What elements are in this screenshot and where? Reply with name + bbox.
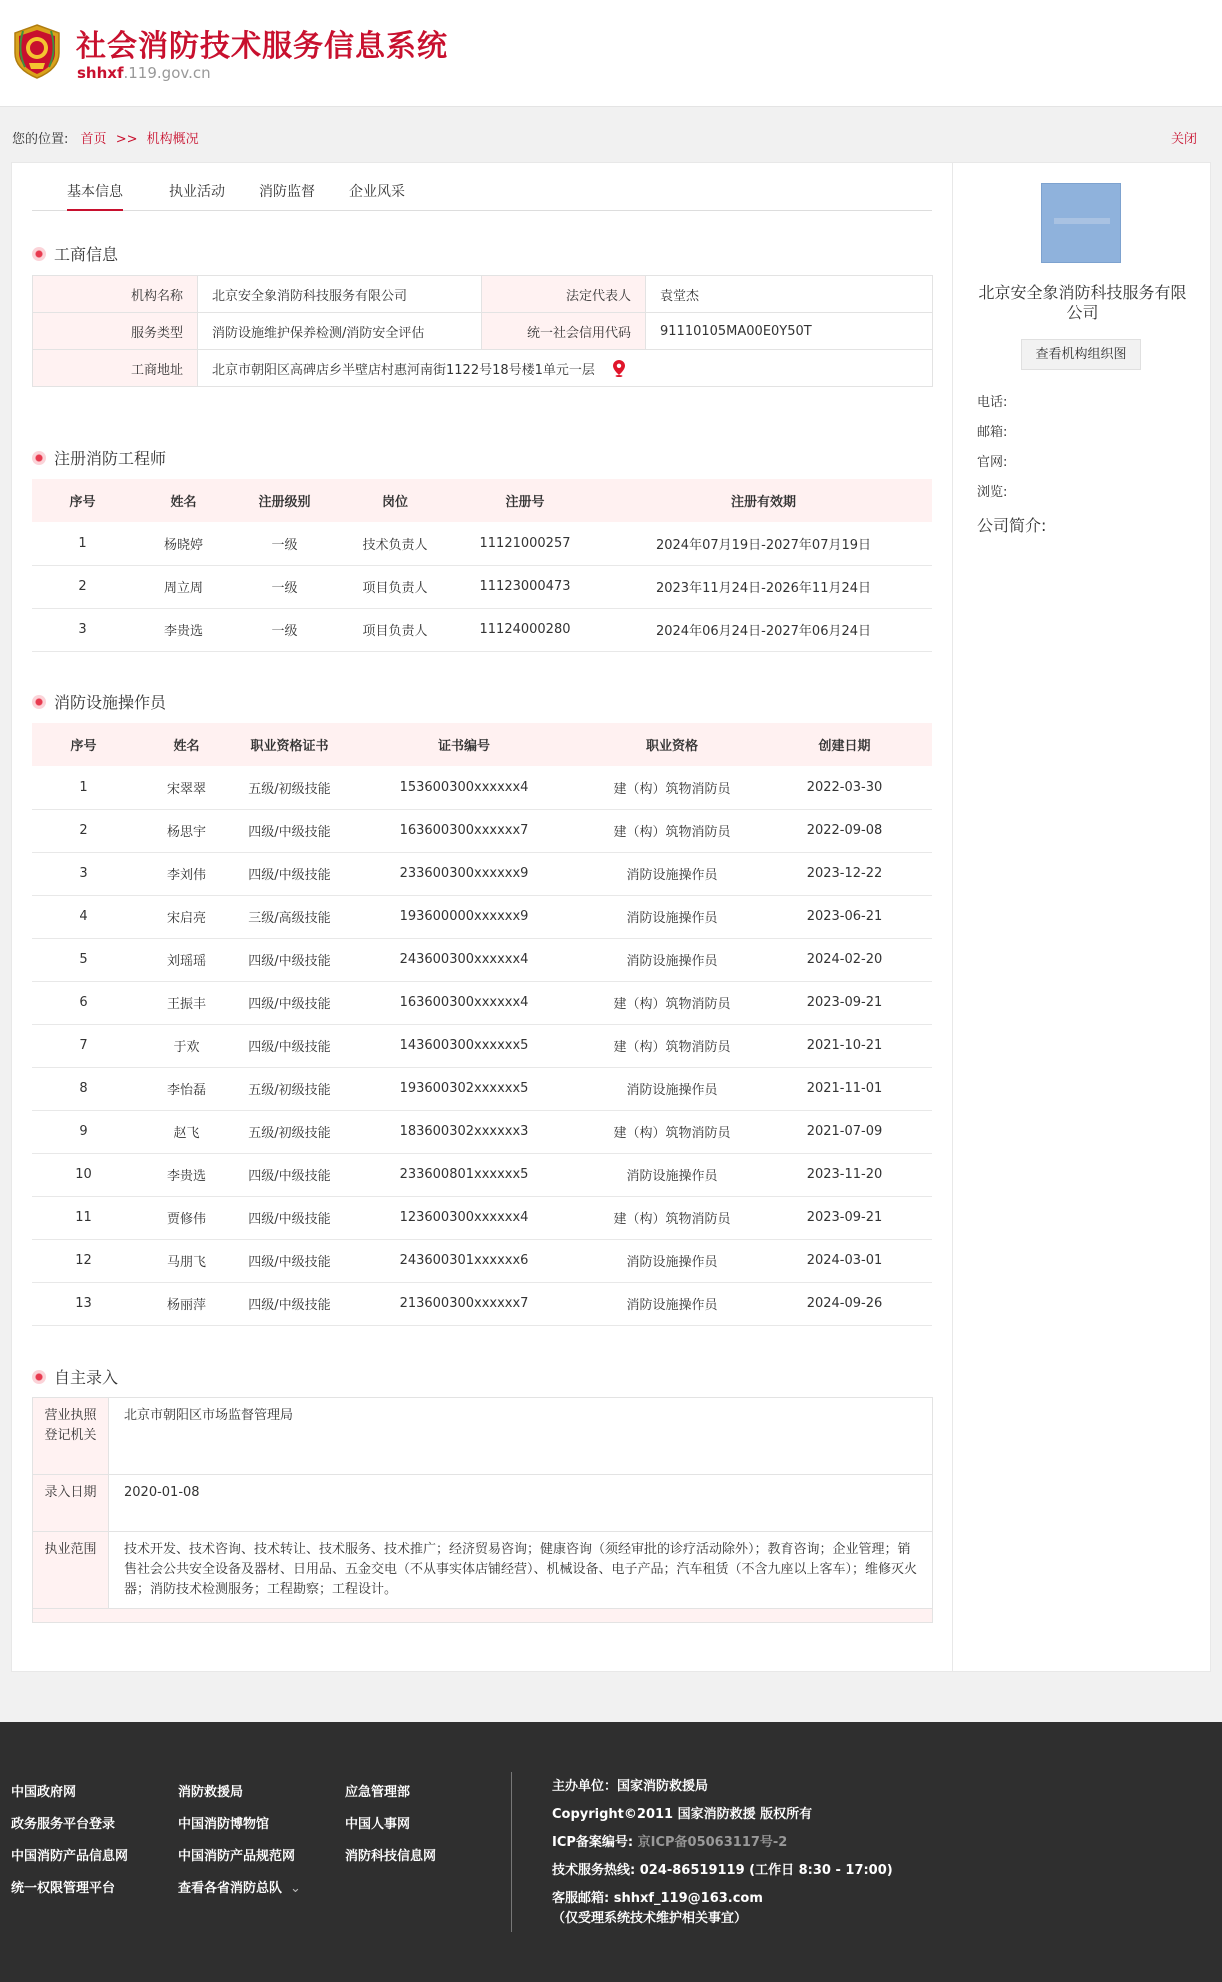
credit-code-label: 统一社会信用代码 [482,313,646,350]
engineers-header-row [32,479,932,522]
scope-value: 技术开发、技术咨询、技术转让、技术服务、技术推广；经济贸易咨询；健康咨询（须经审批的诊疗活动除外）；教育咨询；企业管理；销售社会公共安全设备及器材、日用品、五金交电（不从事实体店铺经营）、机械设备、电子产品；汽车租赁（不含九座以上客车）；维修灭火器；消防技术检测服务；工程勘察；工程设计。 [109,1532,933,1609]
icp-value-link[interactable]: 京ICP备05063117号-2 [637,1835,788,1850]
domain-suffix: .119.gov.cn [123,64,211,82]
address-cell [198,350,933,387]
footer-link-fire-museum[interactable]: 中国消防博物馆 [178,1817,270,1832]
table-cell: 李贵选 [133,608,234,651]
main-panel [11,162,1211,1672]
org-logo-image [1041,183,1121,263]
table-cell: 2 [32,809,135,852]
table-cell: 周立周 [133,565,234,608]
breadcrumb-current[interactable]: 机构概况 [146,132,199,147]
footer-link-gov[interactable]: 中国政府网 [11,1785,77,1800]
table-cell: 宋翠翠 [135,766,238,809]
table-cell: 2021-11-01 [757,1067,932,1110]
table-cell: 1 [32,766,135,809]
footer-link-permission[interactable]: 统一权限管理平台 [11,1881,116,1896]
domain-prefix: shhxf [77,64,124,82]
table-cell: 2022-09-08 [757,809,932,852]
table-row [33,1532,933,1609]
footer-email-note: （仅受理系统技术维护相关事宜） [552,1911,748,1926]
table-cell: 2023-09-21 [757,981,932,1024]
table-cell: 贾修伟 [135,1196,238,1239]
table-cell: 213600300xxxxxx7 [341,1282,587,1325]
table-row [33,1398,933,1475]
bullet-icon [32,1370,46,1384]
table-cell: 四级/中级技能 [238,852,341,895]
table-cell: 9 [32,1110,135,1153]
table-cell: 7 [32,1024,135,1067]
breadcrumb-home-link[interactable]: 首页 [80,132,107,147]
table-cell: 193600000xxxxxx9 [341,895,587,938]
site-domain [77,64,211,82]
bullet-icon [32,247,46,261]
website-label: 官网: [977,455,1008,470]
table-cell: 四级/中级技能 [238,809,341,852]
table-cell: 2023年11月24日-2026年11月24日 [595,565,932,608]
table-cell: 李怡磊 [135,1067,238,1110]
tab-company-style[interactable]: 企业风采 [349,184,405,200]
table-cell: 消防设施操作员 [587,1239,757,1282]
table-cell: 243600301xxxxxx6 [341,1239,587,1282]
footer-link-product-info[interactable]: 中国消防产品信息网 [11,1849,129,1864]
table-cell: 杨晓婷 [133,522,234,565]
table-cell: 消防设施操作员 [587,895,757,938]
table-cell: 143600300xxxxxx5 [341,1024,587,1067]
table-cell: 163600300xxxxxx4 [341,981,587,1024]
table-cell: 消防设施操作员 [587,1067,757,1110]
table-cell: 233600300xxxxxx9 [341,852,587,895]
table-row [32,1153,932,1196]
bullet-icon [32,451,46,465]
table-row [33,313,933,350]
table-cell: 243600300xxxxxx4 [341,938,587,981]
entry-date-label: 录入日期 [33,1475,109,1532]
bullet-icon [32,695,46,709]
table-cell: 10 [32,1153,135,1196]
table-cell: 153600300xxxxxx4 [341,766,587,809]
site-title: 社会消防技术服务信息系统 [76,29,448,64]
icp-label: ICP备案编号: [552,1835,634,1850]
provinces-label: 查看各省消防总队 [178,1881,283,1896]
table-cell: 2024-09-26 [757,1282,932,1325]
table-cell: 11123000473 [455,565,595,608]
column-header: 注册号 [455,479,595,522]
table-cell: 五级/初级技能 [238,1067,341,1110]
address-value: 北京市朝阳区高碑店乡半壁店村惠河南街1122号18号楼1单元一层 [212,362,595,378]
column-header: 注册有效期 [595,479,932,522]
table-row [32,1282,932,1325]
column-header: 证书编号 [341,723,587,766]
table-row [32,852,932,895]
site-header [0,0,1222,107]
table-cell: 11 [32,1196,135,1239]
footer-link-tech-info[interactable]: 消防科技信息网 [345,1849,437,1864]
table-cell: 5 [32,938,135,981]
site-footer [0,1722,1222,1982]
table-cell: 四级/中级技能 [238,938,341,981]
table-cell: 李刘伟 [135,852,238,895]
table-row [32,895,932,938]
business-info-title-text: 工商信息 [54,245,119,264]
column-header: 岗位 [335,479,455,522]
service-type-value: 消防设施维护保养检测/消防安全评估 [198,313,482,350]
views-label: 浏览: [977,485,1008,500]
table-row [33,276,933,313]
breadcrumb-label: 您的位置: [12,132,69,147]
table-footer-row [33,1609,933,1623]
footer-link-provinces[interactable] [178,1877,301,1896]
table-cell: 2024年06月24日-2027年06月24日 [595,608,932,651]
table-cell: 1 [32,522,133,565]
table-cell: 2023-11-20 [757,1153,932,1196]
operators-header-row [32,723,932,766]
operators-table [32,723,932,1326]
column-header: 姓名 [133,479,234,522]
table-cell: 项目负责人 [335,565,455,608]
tab-bar [32,181,932,211]
table-row [32,809,932,852]
column-header: 职业资格证书 [238,723,341,766]
table-row [32,1196,932,1239]
column-header: 序号 [32,723,135,766]
breadcrumb [12,128,199,147]
table-cell: 建（构）筑物消防员 [587,981,757,1024]
engineers-body [32,522,932,651]
tab-basic-info[interactable]: 基本信息 [67,181,123,211]
table-cell: 李贵选 [135,1153,238,1196]
table-cell: 四级/中级技能 [238,1153,341,1196]
footer-icp [552,1831,787,1850]
table-cell: 四级/中级技能 [238,1196,341,1239]
table-row [32,938,932,981]
self-entry-title-text: 自主录入 [54,1368,119,1387]
table-cell: 建（构）筑物消防员 [587,1110,757,1153]
close-link[interactable]: 关闭 [1170,132,1197,147]
table-cell: 五级/初级技能 [238,766,341,809]
table-cell: 马朋飞 [135,1239,238,1282]
column-header: 序号 [32,479,133,522]
credit-code-value: 91110105MA00E0Y50T [646,313,933,350]
table-cell: 2021-10-21 [757,1024,932,1067]
table-cell: 163600300xxxxxx7 [341,809,587,852]
table-cell: 四级/中级技能 [238,1024,341,1067]
table-cell: 2 [32,565,133,608]
org-name-value: 北京安全象消防科技服务有限公司 [198,276,482,313]
footer-link-service-login[interactable]: 政务服务平台登录 [11,1817,116,1832]
table-cell: 建（构）筑物消防员 [587,1024,757,1067]
table-cell: 11121000257 [455,522,595,565]
table-cell: 193600302xxxxxx5 [341,1067,587,1110]
table-cell: 13 [32,1282,135,1325]
tab-fire-supervision[interactable]: 消防监督 [259,184,315,200]
phone-label: 电话: [977,395,1008,410]
table-cell: 6 [32,981,135,1024]
table-cell: 8 [32,1067,135,1110]
table-cell: 一级 [234,522,335,565]
table-cell: 四级/中级技能 [238,1282,341,1325]
table-row [32,766,932,809]
name-label: 机构名称 [33,276,198,313]
table-cell: 183600302xxxxxx3 [341,1110,587,1153]
legal-rep-label: 法定代表人 [482,276,646,313]
table-cell: 11124000280 [455,608,595,651]
service-type-label: 服务类型 [33,313,198,350]
footer-divider [511,1772,512,1932]
table-cell: 杨思宇 [135,809,238,852]
table-footer-cell [33,1609,933,1623]
table-row [32,608,932,651]
column-header: 姓名 [135,723,238,766]
table-cell: 赵飞 [135,1110,238,1153]
footer-copyright: Copyright©2011 国家消防救援 版权所有 [552,1807,813,1822]
engineers-title [32,446,166,469]
table-cell: 杨丽萍 [135,1282,238,1325]
table-row [32,981,932,1024]
table-cell: 四级/中级技能 [238,1239,341,1282]
table-row [32,1110,932,1153]
business-info-title [32,242,118,265]
table-cell: 三级/高级技能 [238,895,341,938]
engineers-title-text: 注册消防工程师 [54,449,167,468]
table-cell: 建（构）筑物消防员 [587,809,757,852]
sidebar-org-name: 北京安全象消防科技服务有限公司 [978,283,1187,322]
table-cell: 四级/中级技能 [238,981,341,1024]
table-cell: 一级 [234,565,335,608]
column-header: 注册级别 [234,479,335,522]
table-cell: 五级/初级技能 [238,1110,341,1153]
table-cell: 2024年07月19日-2027年07月19日 [595,522,932,565]
table-row [32,1024,932,1067]
table-cell: 2023-12-22 [757,852,932,895]
table-cell: 2024-02-20 [757,938,932,981]
entry-date-value: 2020-01-08 [109,1475,933,1532]
operators-body [32,766,932,1325]
table-cell: 建（构）筑物消防员 [587,1196,757,1239]
tab-practice-activity[interactable]: 执业活动 [169,184,225,200]
org-sidebar [952,163,1211,1671]
table-row [33,1475,933,1532]
table-cell: 宋启亮 [135,895,238,938]
footer-link-personnel[interactable]: 中国人事网 [345,1817,411,1832]
address-label: 工商地址 [33,350,198,387]
table-cell: 233600801xxxxxx5 [341,1153,587,1196]
table-cell: 消防设施操作员 [587,938,757,981]
map-pin-icon[interactable] [613,360,625,377]
column-header: 职业资格 [587,723,757,766]
table-cell: 于欢 [135,1024,238,1067]
table-cell: 建（构）筑物消防员 [587,766,757,809]
table-cell: 消防设施操作员 [587,1282,757,1325]
footer-link-rescue-bureau[interactable]: 消防救援局 [178,1785,244,1800]
table-cell: 12 [32,1239,135,1282]
scope-label: 执业范围 [33,1532,109,1609]
footer-email: 客服邮箱: shhxf_119@163.com [552,1891,763,1906]
legal-rep-value: 袁堂杰 [646,276,933,313]
table-cell: 2024-03-01 [757,1239,932,1282]
table-row [32,1239,932,1282]
logo-placeholder-bar [1054,218,1110,224]
table-cell: 技术负责人 [335,522,455,565]
footer-sponsor: 主办单位：国家消防救援局 [552,1779,709,1794]
fire-emblem-icon [11,23,64,80]
company-intro-label: 公司简介: [977,516,1047,535]
table-cell: 2023-09-21 [757,1196,932,1239]
table-cell: 2021-07-09 [757,1110,932,1153]
table-cell: 消防设施操作员 [587,852,757,895]
operators-title-text: 消防设施操作员 [54,693,167,712]
table-cell: 王振丰 [135,981,238,1024]
engineers-table [32,479,932,652]
table-row [32,522,932,565]
table-cell: 一级 [234,608,335,651]
table-row [32,565,932,608]
business-info-table [32,275,933,387]
table-cell: 3 [32,852,135,895]
table-cell: 123600300xxxxxx4 [341,1196,587,1239]
email-label: 邮箱: [977,425,1008,440]
footer-hotline: 技术服务热线: 024-86519119 (工作日 8:30 - 17:00) [552,1863,893,1878]
footer-link-product-standard[interactable]: 中国消防产品规范网 [178,1849,296,1864]
table-row [32,1067,932,1110]
self-entry-table [32,1397,933,1623]
table-cell: 项目负责人 [335,608,455,651]
self-entry-title [32,1365,118,1388]
table-cell: 刘瑶瑶 [135,938,238,981]
table-row [33,350,933,387]
operators-title [32,690,166,713]
table-cell: 2023-06-21 [757,895,932,938]
table-cell: 2022-03-30 [757,766,932,809]
breadcrumb-separator: >> [115,132,138,147]
table-cell: 3 [32,608,133,651]
table-cell: 消防设施操作员 [587,1153,757,1196]
table-cell: 4 [32,895,135,938]
column-header: 创建日期 [757,723,932,766]
reg-authority-label: 营业执照登记机关 [33,1398,109,1475]
chevron-down-icon: ⌄ [290,1881,301,1896]
org-chart-button[interactable]: 查看机构组织图 [1021,339,1141,370]
reg-authority-value: 北京市朝阳区市场监督管理局 [109,1398,933,1475]
footer-link-emergency-ministry[interactable]: 应急管理部 [345,1785,411,1800]
